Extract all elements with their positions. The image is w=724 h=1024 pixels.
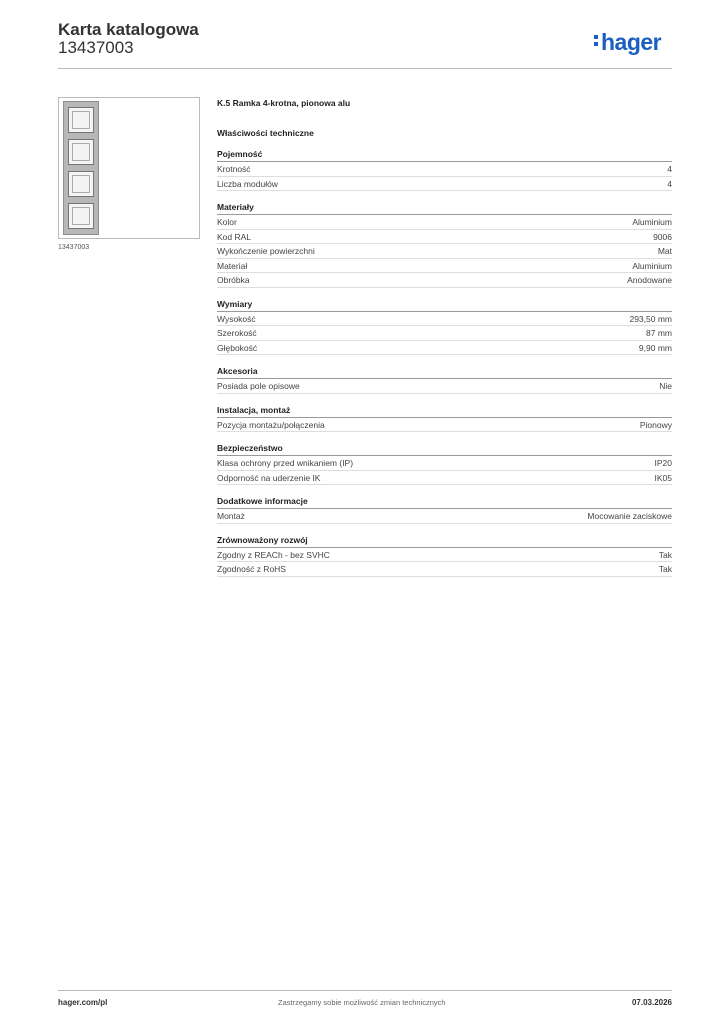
spec-row [217, 509, 672, 524]
footer-disclaimer: Zastrzegamy sobie możliwość zmian technicznych [278, 998, 446, 1007]
spec-group [217, 494, 672, 524]
spec-label: Kod RAL [217, 231, 252, 242]
spec-row [217, 162, 672, 177]
spec-group [217, 533, 672, 577]
spec-groups [217, 147, 672, 577]
spec-row [217, 273, 672, 288]
spec-row [217, 312, 672, 327]
spec-group-title: Akcesoria [217, 364, 672, 379]
spec-label: Wysokość [217, 313, 256, 324]
spec-row [217, 471, 672, 486]
spec-label: Zgodność z RoHS [217, 564, 286, 574]
logo-text: hager [601, 29, 662, 55]
spec-value: Aluminium [632, 260, 672, 271]
spec-value: Mat [657, 246, 672, 256]
spec-row [217, 326, 672, 341]
spec-value: Tak [658, 564, 672, 574]
spec-group [217, 441, 672, 485]
spec-row [217, 548, 672, 563]
footer-date: 07.03.2026 [631, 998, 672, 1007]
spec-value: IP20 [654, 458, 672, 468]
spec-row [217, 215, 672, 230]
spec-row [217, 341, 672, 356]
spec-label: Posiada pole opisowe [217, 381, 300, 391]
spec-row [217, 244, 672, 259]
spec-label: Materiał [217, 260, 248, 271]
frame-4-gang-image [63, 101, 99, 235]
spec-group-title: Instalacja, montaż [217, 403, 672, 418]
spec-value: IK05 [654, 472, 672, 483]
footer-divider [58, 990, 672, 991]
spec-label: Liczba modułów [217, 178, 278, 189]
spec-group [217, 297, 672, 356]
spec-value: 87 mm [646, 328, 672, 338]
spec-value: 9,90 mm [638, 342, 672, 353]
spec-value: Mocowanie zaciskowe [587, 511, 672, 521]
spec-group-title: Bezpieczeństwo [217, 441, 672, 456]
spec-group [217, 403, 672, 433]
spec-row [217, 562, 672, 577]
frame-slot [68, 203, 94, 229]
spec-label: Zgodny z REACh - bez SVHC [217, 549, 330, 560]
spec-content [217, 96, 672, 586]
hager-logo [594, 29, 661, 56]
spec-label: Głębokość [217, 342, 258, 353]
logo-dots-icon [594, 35, 599, 49]
spec-group [217, 200, 672, 288]
spec-group-title: Dodatkowe informacje [217, 494, 672, 509]
spec-group-title: Wymiary [217, 297, 672, 312]
spec-value: Aluminium [632, 217, 672, 227]
footer-website: hager.com/pl [58, 998, 108, 1007]
product-title: K.5 Ramka 4-krotna, pionowa alu [217, 98, 351, 108]
frame-slot [68, 107, 94, 133]
spec-group-title: Pojemność [217, 147, 672, 162]
spec-value: Anodowane [627, 275, 672, 285]
spec-value: Pionowy [639, 419, 672, 430]
spec-row [217, 230, 672, 245]
spec-row [217, 456, 672, 471]
product-code: 13437003 [58, 38, 134, 57]
spec-value: 293,50 mm [629, 313, 672, 324]
spec-value: 4 [667, 178, 672, 189]
spec-label: Krotność [217, 164, 251, 174]
spec-label: Wykończenie powierzchni [217, 246, 315, 256]
spec-label: Montaż [217, 511, 245, 521]
product-image-box [58, 97, 200, 239]
spec-group [217, 364, 672, 394]
spec-row [217, 379, 672, 394]
spec-value: 9006 [653, 231, 672, 242]
spec-group [217, 147, 672, 191]
spec-label: Pozycja montażu/połączenia [217, 419, 325, 430]
spec-row [217, 259, 672, 274]
spec-label: Obróbka [217, 275, 250, 285]
frame-slot [68, 171, 94, 197]
spec-label: Szerokość [217, 328, 257, 338]
spec-value: Nie [659, 381, 672, 391]
image-caption: 13437003 [58, 244, 90, 251]
spec-row [217, 177, 672, 192]
spec-label: Odporność na uderzenie IK [217, 472, 321, 483]
header-divider [58, 68, 672, 69]
section-title: Właściwości techniczne [217, 128, 314, 138]
spec-group-title: Materiały [217, 200, 672, 215]
frame-slot [68, 139, 94, 165]
page-title: Karta katalogowa [58, 20, 199, 39]
spec-group-title: Zrównoważony rozwój [217, 533, 672, 548]
spec-value: Tak [658, 549, 672, 560]
spec-label: Kolor [217, 217, 237, 227]
spec-label: Klasa ochrony przed wnikaniem (IP) [217, 458, 354, 468]
spec-row [217, 418, 672, 433]
spec-value: 4 [667, 164, 672, 174]
